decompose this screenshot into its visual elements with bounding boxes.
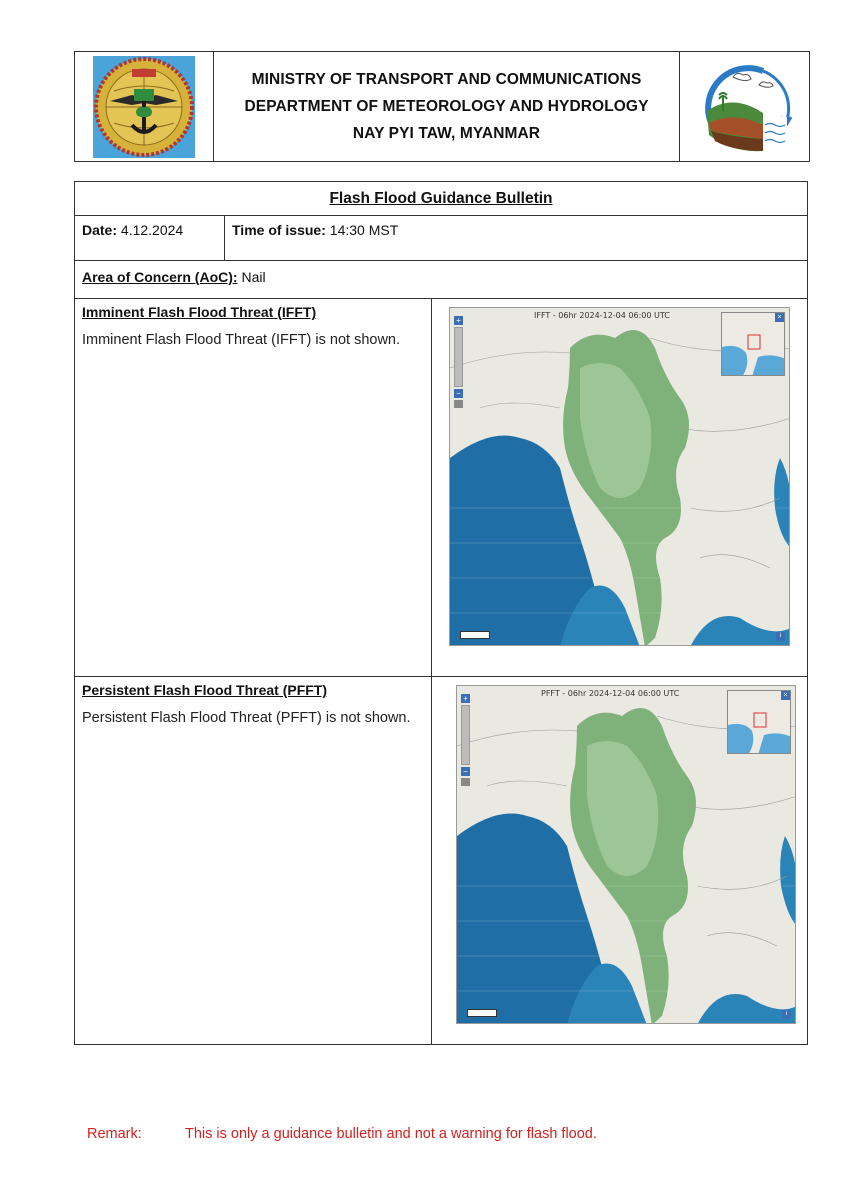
time-value: 14:30 MST: [329, 222, 399, 238]
ifft-zoom-control[interactable]: [454, 316, 463, 408]
layers-icon[interactable]: [461, 778, 470, 786]
ifft-heading: Imminent Flash Flood Threat (IFFT): [82, 304, 317, 320]
zoom-out-icon[interactable]: −: [461, 767, 470, 776]
hydrological-cycle-icon: [693, 55, 797, 159]
zoom-out-icon[interactable]: −: [454, 389, 463, 398]
pfft-overview-inset[interactable]: [727, 690, 791, 754]
pfft-zoom-control[interactable]: [461, 694, 470, 786]
ifft-map[interactable]: [449, 307, 790, 646]
remark-text: This is only a guidance bulletin and not a warning for flash flood.: [185, 1126, 597, 1142]
date-time-row: [75, 216, 807, 261]
pfft-map-cell: [432, 677, 807, 1045]
inset-close-icon[interactable]: ×: [775, 313, 784, 322]
pfft-heading: Persistent Flash Flood Threat (PFFT): [82, 682, 328, 698]
map-info-icon[interactable]: i: [776, 632, 785, 641]
pfft-row: [75, 677, 807, 1045]
location-name: NAY PYI TAW, MYANMAR: [352, 124, 541, 142]
ifft-row: [75, 299, 807, 677]
pfft-text-cell: [75, 677, 432, 1045]
area-of-concern-row: [75, 261, 807, 299]
zoom-slider[interactable]: [461, 705, 470, 765]
bulletin-table: [74, 181, 808, 1045]
map-info-icon[interactable]: i: [782, 1010, 791, 1019]
right-logo-cell: [679, 52, 809, 161]
pfft-map-label: PFFT - 06hr 2024-12-04 06:00 UTC: [541, 689, 680, 698]
scale-bar: [467, 1009, 497, 1017]
date-label: Date:: [82, 222, 118, 238]
letterhead-title: [214, 52, 679, 161]
bulletin-title-row: [75, 182, 807, 216]
scale-bar: [460, 631, 490, 639]
layers-icon[interactable]: [454, 400, 463, 408]
time-label: Time of issue:: [232, 222, 326, 238]
remark: [87, 1126, 597, 1142]
ifft-map-label: IFFT - 06hr 2024-12-04 06:00 UTC: [534, 311, 670, 320]
department-name: DEPARTMENT OF METEOROLOGY AND HYDROLOGY: [244, 97, 649, 115]
ifft-description: Imminent Flash Flood Threat (IFFT) is not shown.: [82, 332, 401, 348]
ifft-map-cell: [432, 299, 807, 676]
zoom-slider[interactable]: [454, 327, 463, 387]
remark-label: Remark:: [87, 1126, 142, 1142]
ministry-emblem-icon: [92, 55, 196, 159]
aoc-label: Area of Concern (AoC):: [82, 269, 238, 285]
time-cell: [225, 216, 807, 260]
pfft-description: Persistent Flash Flood Threat (PFFT) is not shown.: [82, 710, 411, 726]
zoom-in-icon[interactable]: +: [461, 694, 470, 703]
ifft-text-cell: [75, 299, 432, 676]
zoom-in-icon[interactable]: +: [454, 316, 463, 325]
inset-close-icon[interactable]: ×: [781, 691, 790, 700]
overview-map-icon: [728, 691, 791, 754]
ministry-name: MINISTRY OF TRANSPORT AND COMMUNICATIONS: [251, 70, 642, 88]
overview-map-icon: [722, 313, 785, 376]
aoc-value: Nail: [241, 269, 266, 285]
ifft-overview-inset[interactable]: [721, 312, 785, 376]
date-cell: [75, 216, 225, 260]
date-value: 4.12.2024: [120, 222, 184, 238]
letterhead: [74, 51, 810, 162]
pfft-map[interactable]: [456, 685, 796, 1024]
bulletin-title: Flash Flood Guidance Bulletin: [329, 189, 553, 207]
left-logo-cell: [75, 52, 214, 161]
